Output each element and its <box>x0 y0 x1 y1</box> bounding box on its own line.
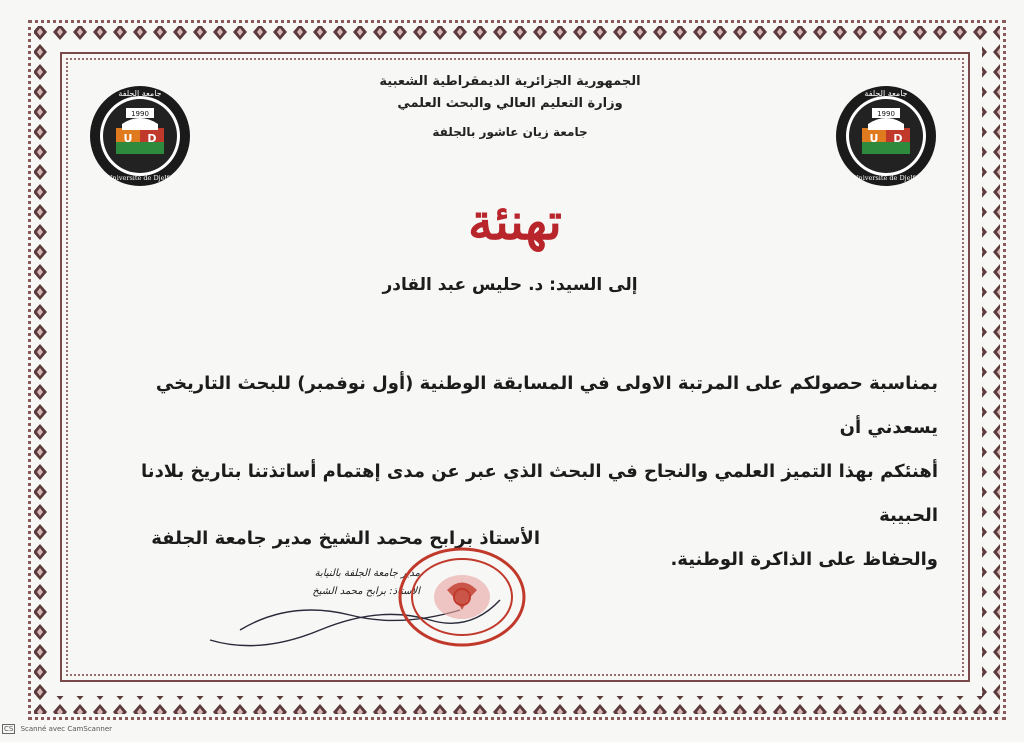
stamp-line-1: مدير جامعة الجلفة بالنيابة <box>314 568 420 579</box>
logo-top-text: جامعة الجلفة <box>864 89 908 98</box>
header-university: جامعة زيان عاشور بالجلفة <box>432 125 588 139</box>
camscanner-badge: CS <box>4 725 14 733</box>
logo-letter-d: D <box>147 132 157 145</box>
logo-letter-u: U <box>123 132 133 145</box>
logo-top-text: جامعة الجلفة <box>118 89 162 98</box>
institution-header <box>360 70 660 139</box>
logo-bottom-text: Université de Djelfa <box>853 174 919 182</box>
camscanner-text: Scanné avec CamScanner <box>20 725 113 733</box>
logo-bottom-text: Université de Djelfa <box>107 174 173 182</box>
signatory-title: الأستاذ برابح محمد الشيخ مدير جامعة الجلفة <box>151 528 540 549</box>
official-seal-icon <box>392 545 532 650</box>
university-logo-right <box>834 84 938 188</box>
stamp-line-2: الأستاذ: برابح محمد الشيخ <box>312 586 420 597</box>
header-ministry: وزارة التعليم العالي والبحث العلمي <box>397 96 623 111</box>
body-line-1: بمناسبة حصولكم على المرتبة الاولى في المسابقة الوطنية (أول نوفمبر) للبحث التاريخي يسعدني أن <box>155 373 938 438</box>
certificate-title: تهنئة <box>468 192 562 251</box>
university-logo-left <box>88 84 192 188</box>
recipient-line: إلى السيد: د. حليس عبد القادر <box>382 275 638 295</box>
logo-letter-d: D <box>893 132 903 145</box>
body-line-2: أهنئكم بهذا التميز العلمي والنجاح في البحث الذي عبر عن مدى إهتمام أساتذتنا بتاريخ بلادنا الحبيبة <box>141 461 938 526</box>
scanner-footer <box>2 724 112 734</box>
logo-letter-u: U <box>869 132 879 145</box>
body-line-3: والحفاظ على الذاكرة الوطنية. <box>670 549 938 570</box>
logo-year: 1990 <box>131 110 149 118</box>
logo-year: 1990 <box>877 110 895 118</box>
header-republic: الجمهورية الجزائرية الديمقراطية الشعبية <box>379 74 641 89</box>
